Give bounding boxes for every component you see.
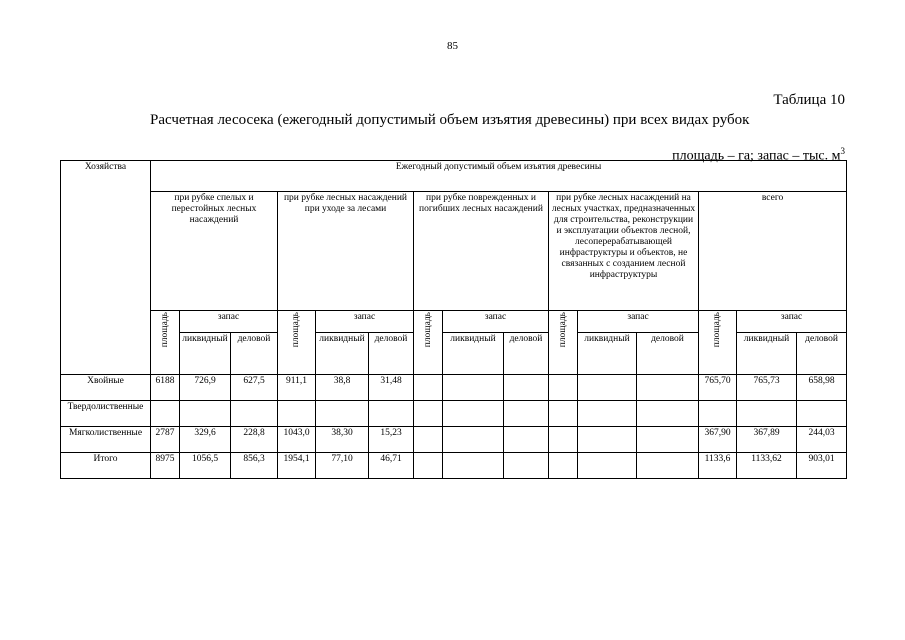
table-cell: 228,8: [231, 427, 278, 453]
table-row: [61, 453, 847, 479]
table-cell: [231, 401, 278, 427]
table-cell: 1954,1: [278, 453, 316, 479]
header-stock: запас: [737, 311, 847, 333]
table-cell: [549, 375, 578, 401]
header-group-construction: при рубке лесных насаждений на лесных участках, предназначенных для строительства, реконструкции и эксплуатации объектов лесной, лесоперерабатывающей инфраструктуры и объектов, не связанных с созданием лесной инфраструктуры: [549, 192, 699, 311]
table-cell: 911,1: [278, 375, 316, 401]
table-cell: [443, 375, 504, 401]
header-area: площадь: [151, 311, 180, 375]
table-cell: [549, 427, 578, 453]
table-cell: [414, 453, 443, 479]
table-cell: 15,23: [369, 427, 414, 453]
table-cell: 31,48: [369, 375, 414, 401]
table-row: [61, 427, 847, 453]
table-row: [61, 375, 847, 401]
header-area: площадь: [549, 311, 578, 375]
header-group-total: всего: [699, 192, 847, 311]
table-row: [61, 401, 847, 427]
table-cell: 367,89: [737, 427, 797, 453]
table-cell: 38,8: [316, 375, 369, 401]
header-stock: запас: [578, 311, 699, 333]
table-cell: 2787: [151, 427, 180, 453]
table-cell: 726,9: [180, 375, 231, 401]
header-business: деловой: [369, 333, 414, 375]
units-superscript: 3: [840, 146, 845, 156]
table-cell: 856,3: [231, 453, 278, 479]
table-cell: 1056,5: [180, 453, 231, 479]
header-stock: запас: [180, 311, 278, 333]
table-cell: [578, 375, 637, 401]
header-liquid: ликвидный: [737, 333, 797, 375]
table-cell: [578, 453, 637, 479]
row-name: Твердолиственные: [61, 401, 151, 427]
table-cell: 765,70: [699, 375, 737, 401]
header-business: деловой: [231, 333, 278, 375]
table-cell: 765,73: [737, 375, 797, 401]
row-name: Итого: [61, 453, 151, 479]
table-cell: [278, 401, 316, 427]
header-group-thinning: при рубке лесных насаждений при уходе за лесами: [278, 192, 414, 311]
table-cell: 658,98: [797, 375, 847, 401]
table-cell: [637, 401, 699, 427]
table-cell: [443, 453, 504, 479]
header-business: деловой: [504, 333, 549, 375]
header-area: площадь: [699, 311, 737, 375]
table-cell: [549, 453, 578, 479]
header-liquid: ликвидный: [180, 333, 231, 375]
table-cell: 46,71: [369, 453, 414, 479]
header-business: деловой: [797, 333, 847, 375]
table-cell: [637, 427, 699, 453]
table-cell: [504, 427, 549, 453]
table-body: [61, 375, 847, 479]
table-cell: [414, 401, 443, 427]
table-cell: [180, 401, 231, 427]
header-annual-volume: Ежегодный допустимый объем изъятия древесины: [151, 161, 847, 192]
header-group-damaged: при рубке поврежденных и погибших лесных насаждений: [414, 192, 549, 311]
table-cell: 1043,0: [278, 427, 316, 453]
header-liquid: ликвидный: [316, 333, 369, 375]
table-cell: [443, 427, 504, 453]
header-business: деловой: [637, 333, 699, 375]
table-cell: [578, 401, 637, 427]
table-cell: [797, 401, 847, 427]
table-cell: 329,6: [180, 427, 231, 453]
header-group-mature: при рубке спелых и перестойных лесных насаждений: [151, 192, 278, 311]
table-cell: [699, 401, 737, 427]
header-farms: Хозяйства: [61, 161, 151, 375]
allowable-cut-table: [60, 160, 847, 479]
table-cell: 1133,6: [699, 453, 737, 479]
table-cell: 903,01: [797, 453, 847, 479]
table-caption: Расчетная лесосека (ежегодный допустимый объем изъятия древесины) при всех видах рубок: [150, 112, 750, 128]
table-cell: [637, 453, 699, 479]
table-cell: 244,03: [797, 427, 847, 453]
table-cell: [637, 375, 699, 401]
table-cell: [504, 401, 549, 427]
table-cell: 367,90: [699, 427, 737, 453]
table-cell: [443, 401, 504, 427]
table-number: Таблица 10: [773, 92, 845, 108]
table-cell: [504, 453, 549, 479]
table-cell: [578, 427, 637, 453]
table-cell: 77,10: [316, 453, 369, 479]
header-liquid: ликвидный: [578, 333, 637, 375]
table-cell: [504, 375, 549, 401]
table-cell: [316, 401, 369, 427]
header-stock: запас: [443, 311, 549, 333]
units-text: площадь – га; запас – тыс. м: [672, 148, 841, 164]
table-cell: [151, 401, 180, 427]
header-area: площадь: [414, 311, 443, 375]
table-cell: [414, 375, 443, 401]
table-cell: 38,30: [316, 427, 369, 453]
table-cell: [414, 427, 443, 453]
table-cell: 6188: [151, 375, 180, 401]
row-name: Мягколиственные: [61, 427, 151, 453]
header-liquid: ликвидный: [443, 333, 504, 375]
table-cell: [737, 401, 797, 427]
page-number: 85: [447, 40, 458, 52]
table-cell: [369, 401, 414, 427]
table-cell: 8975: [151, 453, 180, 479]
header-stock: запас: [316, 311, 414, 333]
table-cell: [549, 401, 578, 427]
table-cell: 1133,62: [737, 453, 797, 479]
header-area: площадь: [278, 311, 316, 375]
table-cell: 627,5: [231, 375, 278, 401]
row-name: Хвойные: [61, 375, 151, 401]
